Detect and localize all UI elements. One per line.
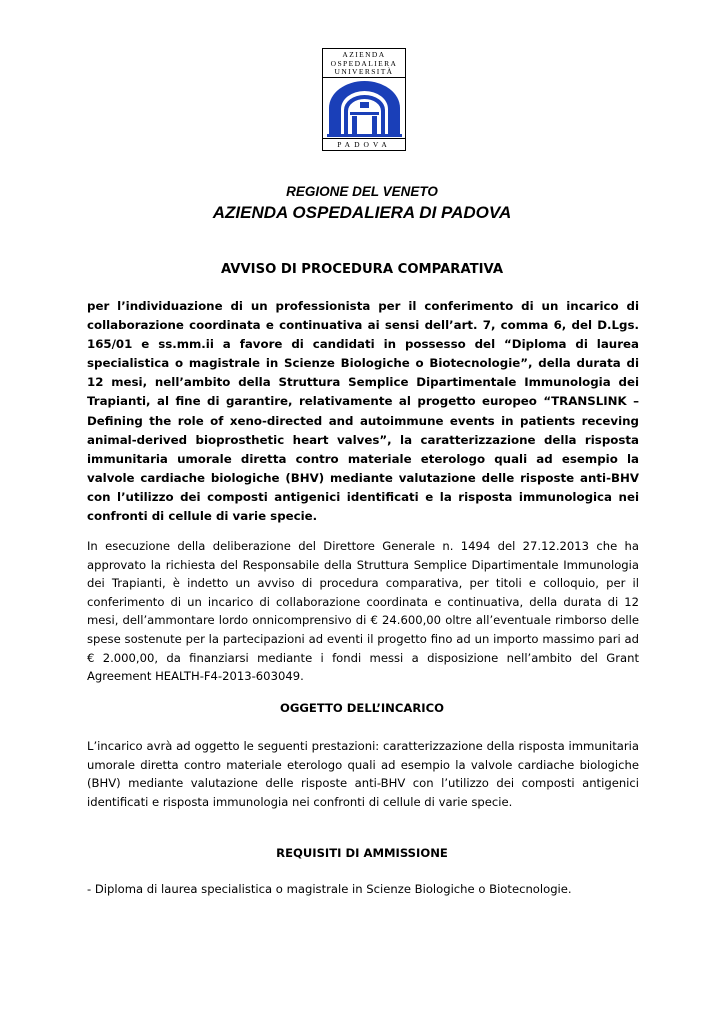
agency-heading: AZIENDA OSPEDALIERA DI PADOVA [212, 203, 512, 222]
hospital-logo [322, 48, 406, 151]
logo-text-top [323, 49, 405, 77]
section-heading-requisiti: REQUISITI DI AMMISSIONE [276, 846, 448, 860]
region-heading: REGIONE DEL VENETO [286, 184, 438, 199]
logo-text-padova: PADOVA [337, 140, 391, 149]
paragraph-oggetto: L’incarico avrà ad oggetto le seguenti prestazioni: caratterizzazione della risposta immunitaria umorale diretta contro materiale eterologo quali ad esempio la valvole cardiache biologiche (BHV) mediante valutazione delle risposte anti-BHV con l’utilizzo dei composti antigenici identificati e risposta immunologia nei confronti di cellule di varie specie. [87, 739, 639, 809]
logo-divider-bottom [323, 138, 405, 139]
logo-line-azienda: AZIENDA [342, 50, 386, 59]
document-title: AVVISO DI PROCEDURA COMPARATIVA [220, 262, 504, 277]
arch-emblem-icon [325, 78, 404, 138]
section-heading-oggetto: OGGETTO DELL’INCARICO [280, 701, 444, 715]
paragraph-requisiti: - Diploma di laurea specialistica o magistrale in Scienze Biologiche o Biotecnologie. [87, 882, 572, 896]
logo-line-universita: UNIVERSITÀ [334, 67, 394, 77]
intro-paragraph: per l’individuazione di un professionista per il conferimento di un incarico di collaborazione coordinata e continuativa ai sensi dell’art. 7, comma 6, del D.Lgs. 165/01 e ss.mm.ii a favore di candidati in possesso del “Diploma di laurea specialistica o magistrale in Scienze Biologiche o Biotecnologie”, della durata di 12 mesi, nell’ambito della Struttura Semplice Dipartimentale Immunologia dei Trapianti, al fine di garantire, relativamente al progetto europeo “TRANSLINK – Defining the role of xeno-directed and autoimmune events in patients receving animal-derived bioprosthetic heart valves”, la caratterizzazione della risposta immunitaria umorale diretta contro materiale eterologo quali ad esempio la valvole cardiache biologiche (BHV) mediante valutazione delle risposte anti-BHV con l’utilizzo dei composti antigenici identificati e la risposta immunologica nei confronti di cellule di varie specie. [87, 299, 639, 524]
paragraph-execution: In esecuzione della deliberazione del Direttore Generale n. 1494 del 27.12.2013 che ha approvato la richiesta del Responsabile della Struttura Semplice Dipartimentale Immunologia dei Trapianti, è indetto un avviso di procedura comparativa, per titoli e colloquio, per il conferimento di un incarico di collaborazione coordinata e continuativa, della durata di 12 mesi, dell’ammontare lordo onnicomprensivo di € 24.600,00 oltre all’eventuale rimborso delle spese sostenute per la partecipazioni ad eventi il progetto fino ad un importo massimo pari ad € 2.000,00, da finanziarsi mediante i fondi messi a disposizione nell’ambito del Grant Agreement HEALTH-F4-2013-603049. [87, 539, 639, 684]
logo-line-ospedaliera: OSPEDALIERA [330, 58, 398, 68]
